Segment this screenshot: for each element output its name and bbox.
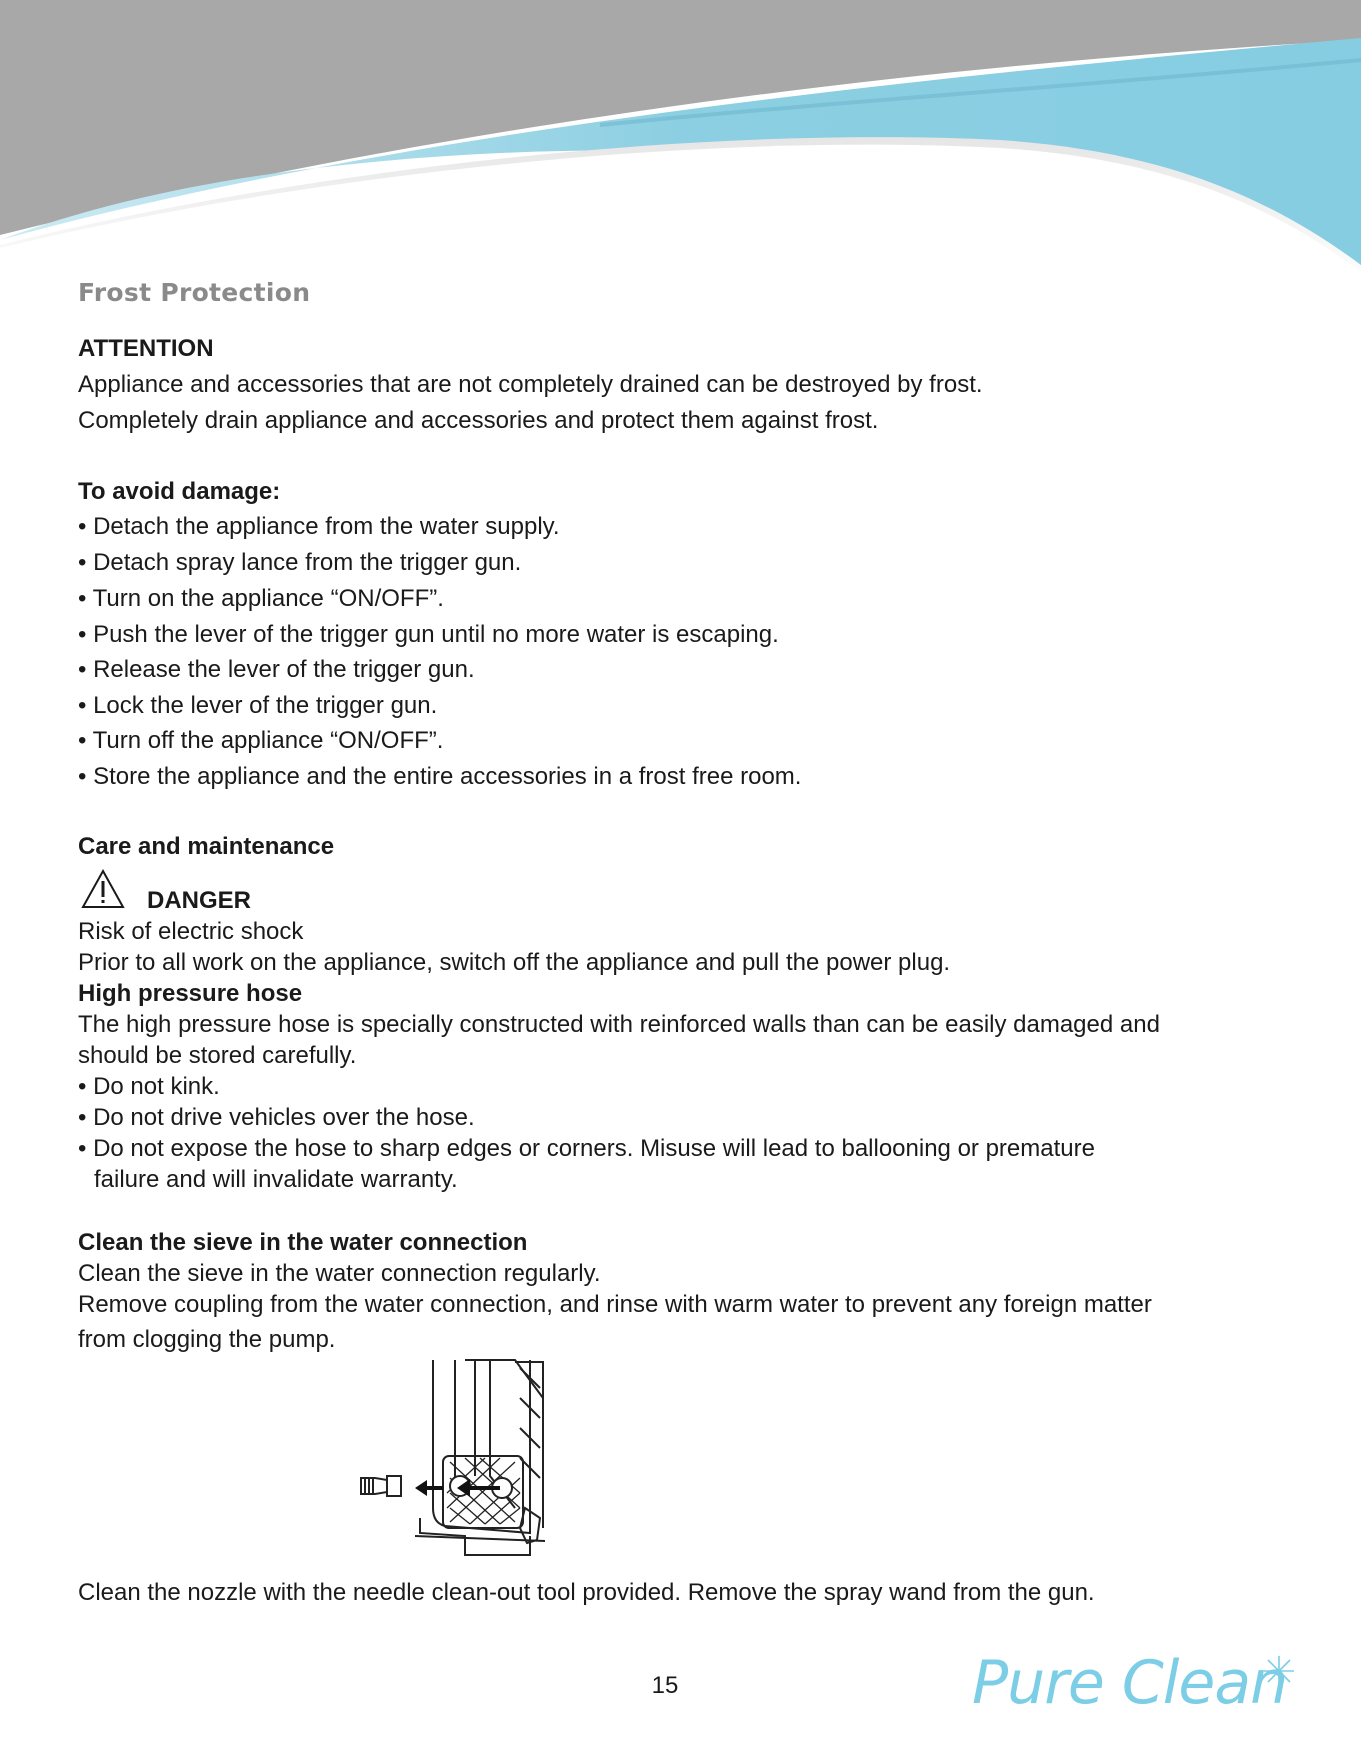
risk-text: Risk of electric shock: [78, 918, 304, 945]
hose-line: The high pressure hose is specially constructed with reinforced walls than can be easily damaged and: [78, 1011, 1160, 1038]
list-item: • Push the lever of the trigger gun until no more water is escaping.: [78, 621, 779, 648]
hose-heading: High pressure hose: [78, 980, 303, 1007]
attention-line: Appliance and accessories that are not completely drained can be destroyed by frost.: [78, 371, 983, 398]
water-connection-illustration: [315, 1358, 615, 1570]
sieve-line: Remove coupling from the water connection, and rinse with warm water to prevent any foreign matter: [78, 1291, 1152, 1318]
warning-triangle-icon: [80, 868, 126, 910]
list-item: • Turn off the appliance “ON/OFF”.: [78, 727, 444, 754]
brand-logo: Pure Clean: [972, 1648, 1288, 1718]
page-number: 15: [651, 1672, 679, 1699]
attention-heading: ATTENTION: [78, 335, 214, 362]
list-item: • Detach the appliance from the water supply.: [78, 513, 560, 540]
sieve-heading: Clean the sieve in the water connection: [78, 1229, 528, 1256]
attention-line: Completely drain appliance and accessories and protect them against frost.: [78, 407, 879, 434]
list-item: • Release the lever of the trigger gun.: [78, 656, 475, 683]
danger-label: DANGER: [147, 887, 252, 914]
list-item: • Store the appliance and the entire accessories in a frost free room.: [78, 763, 802, 790]
avoid-damage-heading: To avoid damage:: [78, 478, 281, 505]
list-item: • Do not kink.: [78, 1073, 220, 1100]
section-title: Frost Protection: [78, 278, 311, 307]
care-heading: Care and maintenance: [78, 833, 335, 860]
header-banner: [0, 0, 1361, 290]
prior-text: Prior to all work on the appliance, switch off the appliance and pull the power plug.: [78, 949, 951, 976]
hose-line: should be stored carefully.: [78, 1042, 357, 1069]
sieve-line: from clogging the pump.: [78, 1326, 336, 1353]
list-item: • Do not expose the hose to sharp edges or corners. Misuse will lead to ballooning or premature: [78, 1135, 1095, 1162]
nozzle-text: Clean the nozzle with the needle clean-out tool provided. Remove the spray wand from the gun.: [78, 1579, 1095, 1606]
sieve-line: Clean the sieve in the water connection regularly.: [78, 1260, 601, 1287]
list-item: • Turn on the appliance “ON/OFF”.: [78, 585, 444, 612]
list-item: • Detach spray lance from the trigger gun.: [78, 549, 522, 576]
list-item-continuation: failure and will invalidate warranty.: [94, 1166, 458, 1193]
sparkle-icon: [1262, 1654, 1296, 1688]
list-item: • Lock the lever of the trigger gun.: [78, 692, 438, 719]
list-item: • Do not drive vehicles over the hose.: [78, 1104, 475, 1131]
